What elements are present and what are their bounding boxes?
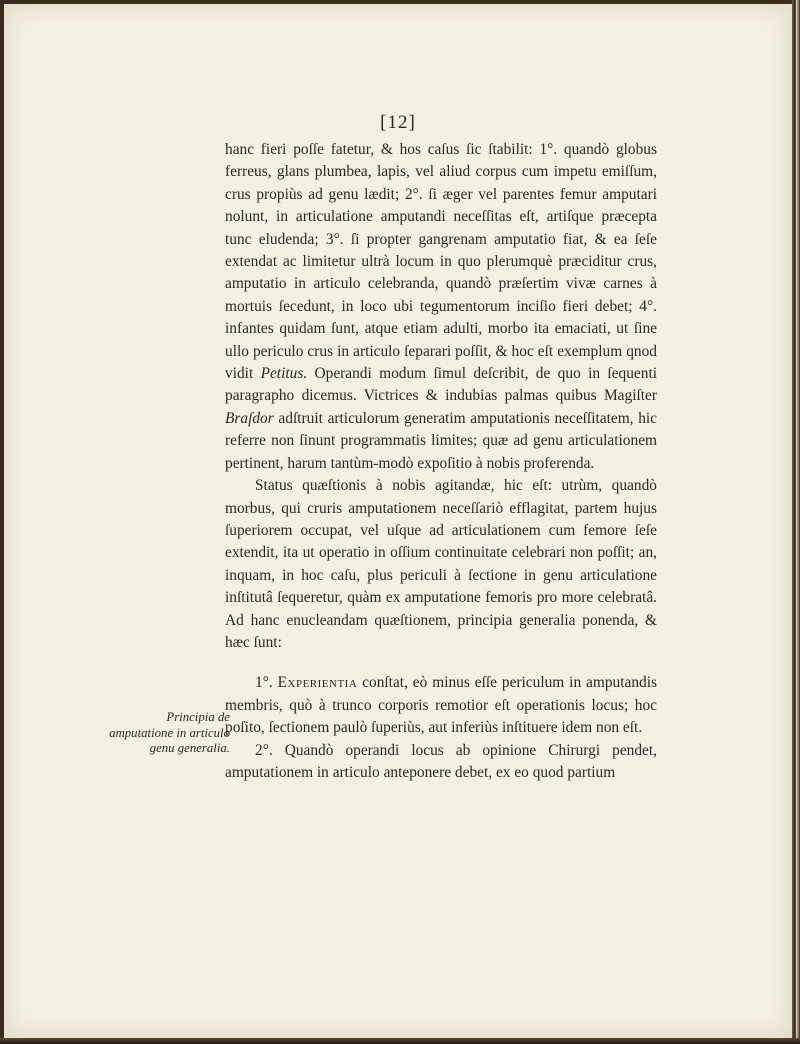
paragraph-4: 2°. Quandò operandi locus ab opinione Chirurgi pendet, amputationem in articulo anteponere debet, ex eo quod partium (225, 741, 657, 781)
italic-name-petitus: Petitus. (260, 365, 308, 383)
book-edge-right (792, 0, 800, 1044)
paragraph-1-text: hanc fieri poſſe fatetur, & hos caſus ſic ſtabilit: 1°. quandò globus ferreus, glans plumbea, lapis, vel aliud corpus cum impetu emiſſum, crus propiùs ad genu lædit; 2°. ſi æger vel parentes femur amputari nolunt, in articulatione amputandi neceſſitas eſt, artiſque præcepta tunc eludenda; 3°. ſi propter gangrenam amputatio fiat, & ea ſeſe extendat ac limitetur ultrà locum in quo plerumquè præciditur crus, amputatio in articulo celebranda, quandò præſertim vivæ carnes à mortuis ſecedunt, in loco ubi tegumentorum inciſio fieri debet; 4°. infantes quidam ſunt, atque etiam adulti, morbo ita emaciati, ut ſine ullo periculo crus in articulo ſeparari poſſit, & hoc eſt exemplum qnod vidit (225, 141, 657, 383)
page-number: [12] (380, 112, 416, 133)
paragraph-3-lead: 1°. (255, 674, 278, 692)
paragraph-2: Status quæſtionis à nobis agitandæ, hic eſt: utrùm, quandò morbus, qui cruris amputationem neceſſariò efflagitat, partem hujus ſuperiorem occupat, vel uſque ad articulationem cum femore ſeſe extendit, ita ut operatio in oſſium continuitate celebrari non poſſit; an, inquam, in hoc caſu, plus periculi à ſectione in genu articulatione inſtitutâ ſequeretur, quàm ex amputatione femoris pro more celebratâ. Ad hanc enucleandam quæſtionem, principia generalia ponenda, & hæc ſunt: (225, 477, 657, 651)
paragraph-1 (225, 139, 657, 475)
italic-name-brasdor: Braſdor (225, 409, 274, 427)
main-text-block (225, 139, 657, 784)
paragraph-1-text-end: adſtruit articulorum generatim amputationis neceſſitatem, hic referre non ſinunt programmatis limites; quæ ad genu articulationem pertinent, harum tantùm-modò expoſitio à nobis proferenda. (225, 409, 657, 472)
paragraph-3-text: conſtat, eò minus eſſe periculum in amputandis membris, quò à trunco corporis remotior eſt operationis locus; hoc poſito, ſectionem paulò ſuperiùs, aut inferiùs inſtituere idem non eſt. (225, 674, 658, 737)
book-edge-bottom (0, 1038, 800, 1044)
paragraph-3 (225, 672, 657, 739)
paragraph-3-smallcaps: Experientia (277, 674, 358, 692)
book-page (4, 4, 792, 1038)
paragraph-1-text-after: Operandi modum ſimul deſcribit, de quo in ſequenti paragrapho dicemus. Victrices & indubias palmas quibus Magiſter (225, 365, 658, 405)
marginal-note: Principia de amputatione in articulo genu generalia. (109, 710, 230, 755)
